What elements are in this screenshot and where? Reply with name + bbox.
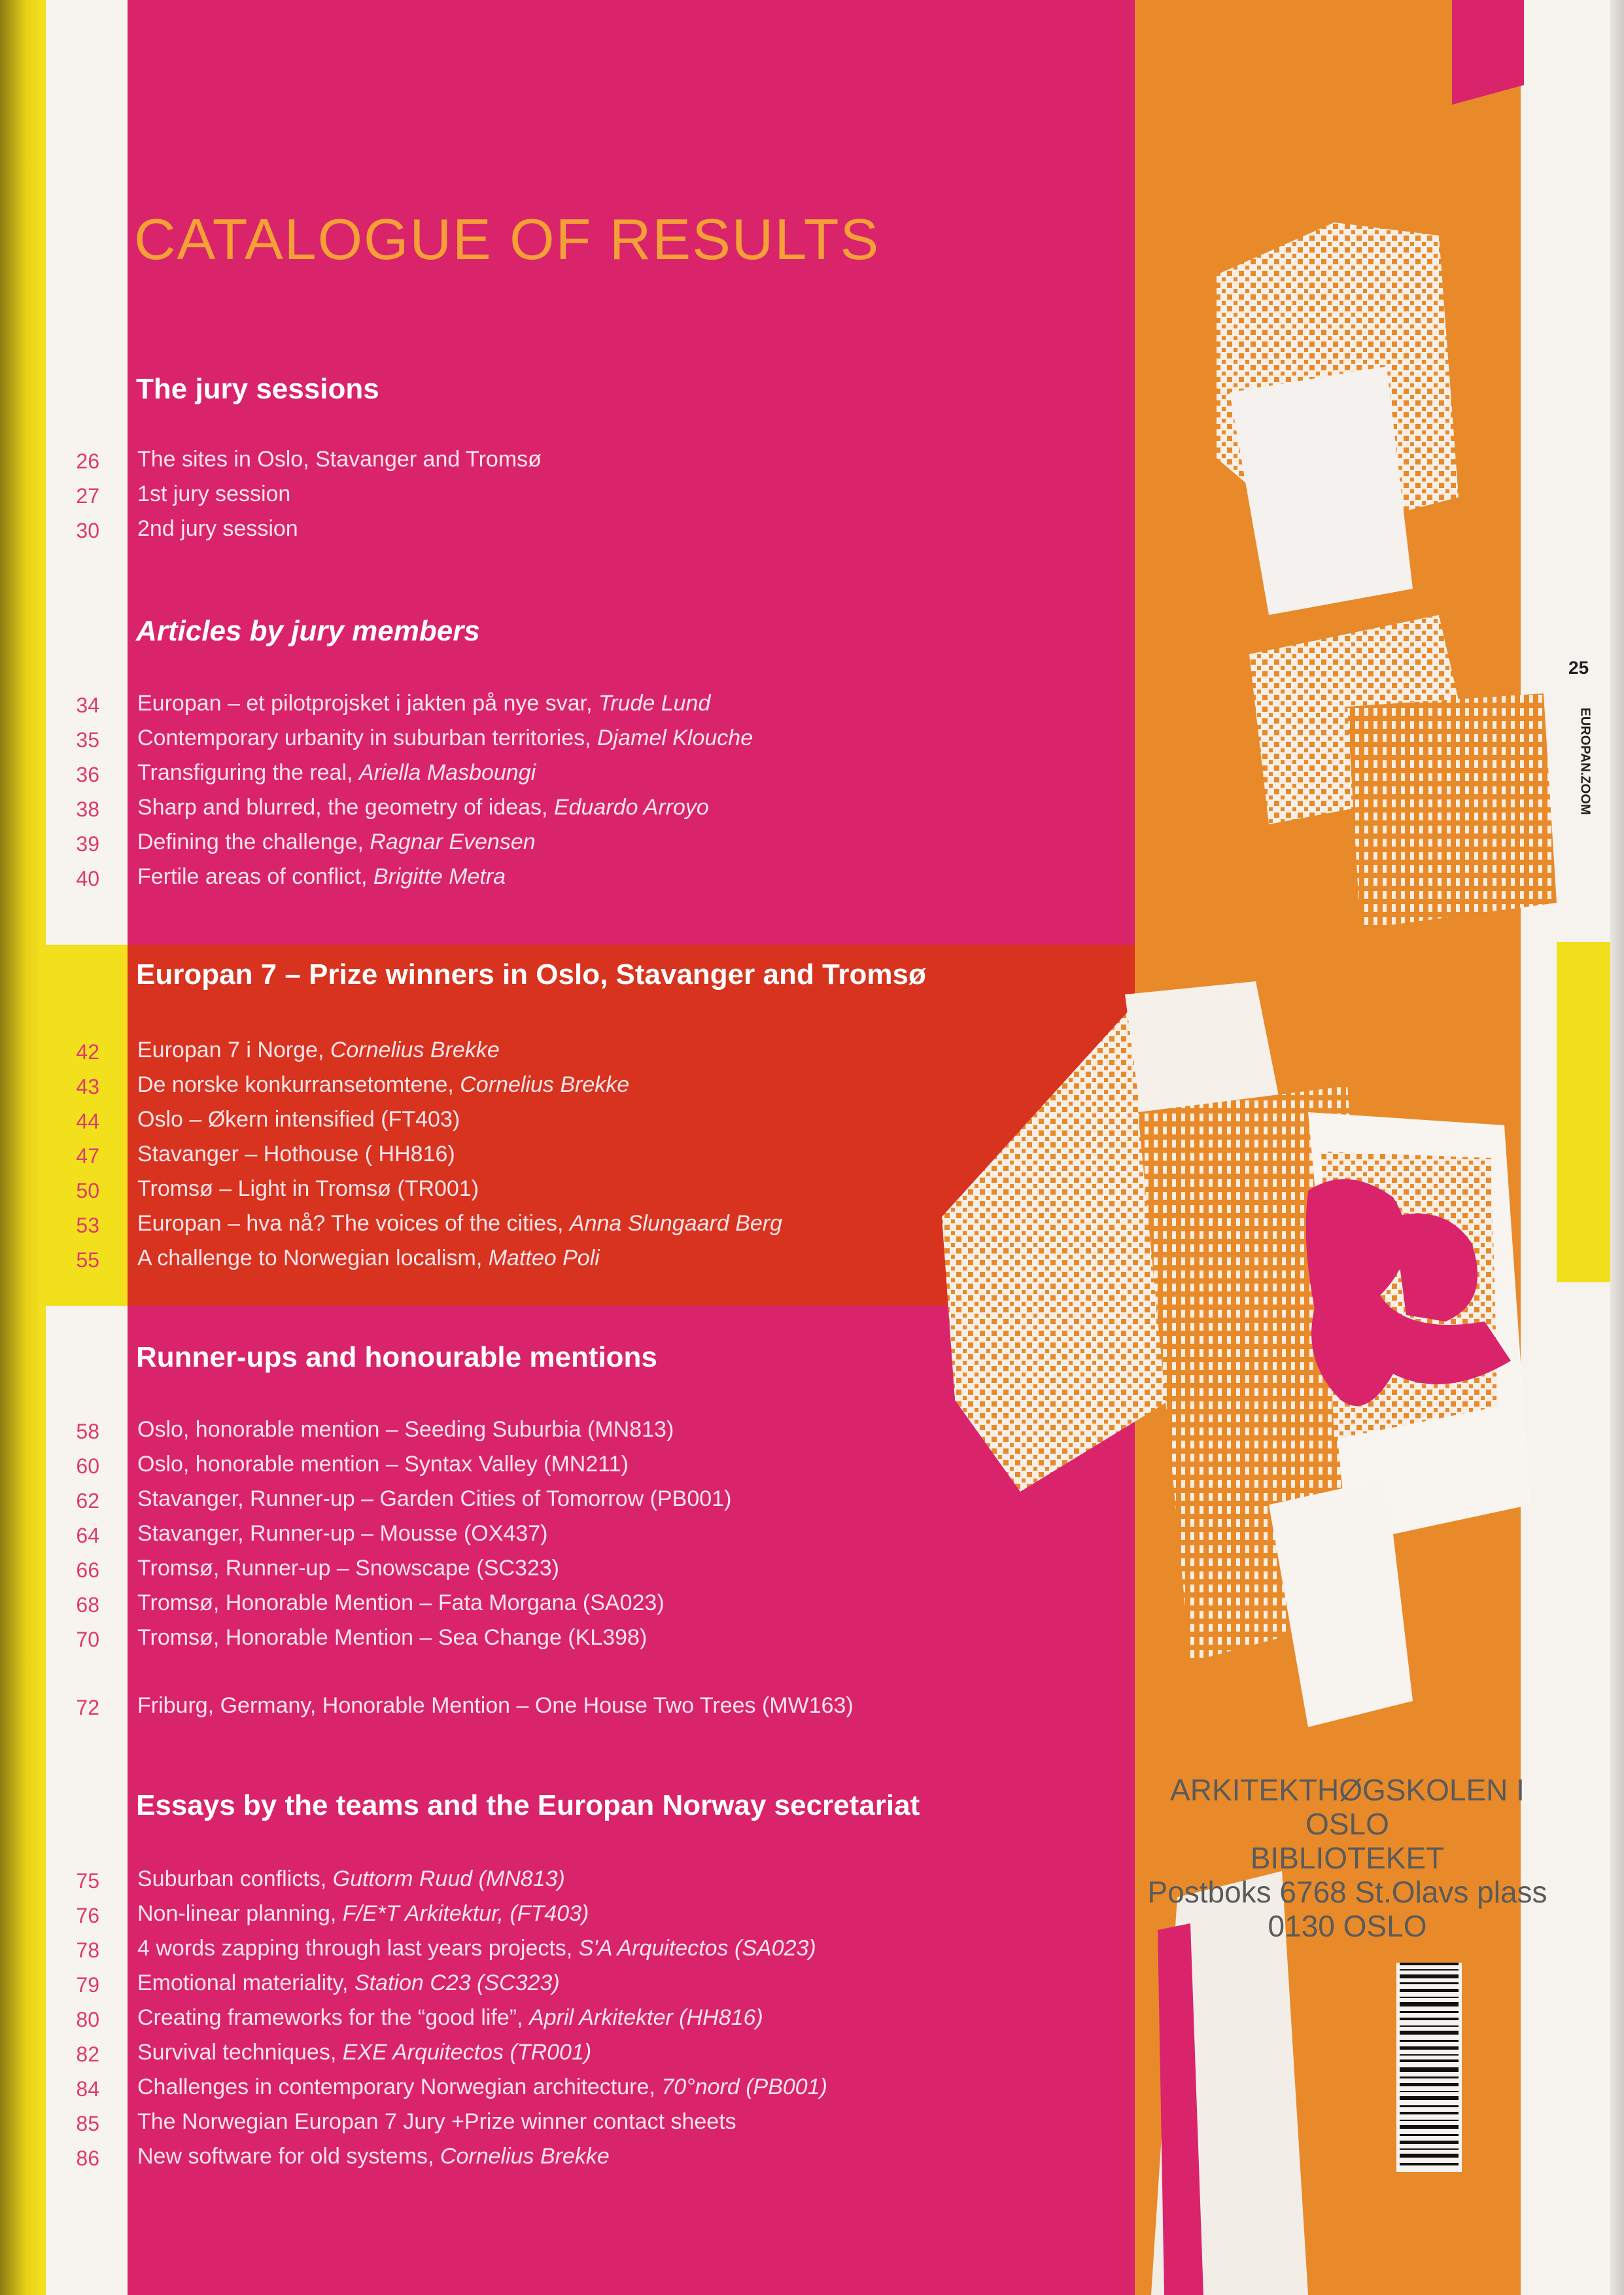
page-number: 76: [76, 1904, 99, 1927]
page-number: 78: [76, 1938, 99, 1962]
list-item: Tromsø, Honorable Mention – Fata Morgana (SA023): [137, 1590, 665, 1615]
list-item: The sites in Oslo, Stavanger and Tromsø: [137, 447, 542, 472]
list-item: New software for old systems, Cornelius Brekke: [137, 2144, 610, 2169]
list-item: De norske konkurransetomtene, Cornelius Brekke: [137, 1072, 630, 1097]
page-number: 62: [76, 1489, 99, 1513]
page-number: 36: [76, 763, 99, 786]
page-number: 64: [76, 1524, 99, 1547]
section-heading: Runner-ups and honourable mentions: [136, 1341, 657, 1373]
list-item: A challenge to Norwegian localism, Matteo Poli: [137, 1246, 600, 1270]
list-item: Europan 7 i Norge, Cornelius Brekke: [137, 1038, 500, 1062]
list-item: Creating frameworks for the “good life”, April Arkitekter (HH816): [137, 2005, 763, 2030]
page-number: 72: [76, 1696, 99, 1719]
binding-spine: [0, 0, 39, 2295]
page-number: 38: [76, 797, 99, 821]
page-number: 75: [76, 1869, 99, 1893]
page-number: 26: [76, 449, 99, 473]
page-number: 86: [76, 2146, 99, 2170]
page-number: 80: [76, 2008, 99, 2031]
list-item: Oslo, honorable mention – Syntax Valley (MN211): [137, 1452, 629, 1477]
list-item: 4 words zapping through last years projects, S'A Arquitectos (SA023): [137, 1936, 816, 1961]
list-item: Tromsø – Light in Tromsø (TR001): [137, 1176, 479, 1201]
list-item: Survival techniques, EXE Arquitectos (TR001): [137, 2040, 592, 2065]
page-number: 58: [76, 1420, 99, 1443]
list-item: Friburg, Germany, Honorable Mention – One House Two Trees (MW163): [137, 1693, 854, 1718]
page-number: 47: [76, 1144, 99, 1168]
list-item: Non-linear planning, F/E*T Arkitektur, (FT403): [137, 1901, 589, 1926]
magazine-logo: [1575, 693, 1595, 837]
list-item: Defining the challenge, Ragnar Evensen: [137, 830, 536, 854]
page-number: 43: [76, 1075, 99, 1098]
list-item: Contemporary urbanity in suburban territories, Djamel Klouche: [137, 726, 753, 750]
page-number: 34: [76, 693, 99, 717]
page-number: 60: [76, 1454, 99, 1478]
list-item: Oslo – Økern intensified (FT403): [137, 1107, 460, 1132]
page-number: 68: [76, 1593, 99, 1617]
list-item: Transfiguring the real, Ariella Masboungi: [137, 760, 536, 785]
magazine-name: EUROPAN.ZOOM: [1578, 707, 1593, 815]
list-item: 1st jury session: [137, 482, 291, 506]
page-number: 27: [76, 484, 99, 508]
page-number: 82: [76, 2042, 99, 2066]
page-number: 53: [76, 1214, 99, 1237]
page-number-label: 25: [1568, 657, 1589, 678]
page-number: 44: [76, 1110, 99, 1133]
page-number: 40: [76, 867, 99, 890]
list-item: Sharp and blurred, the geometry of ideas, Eduardo Arroyo: [137, 795, 709, 820]
section-heading: The jury sessions: [136, 373, 379, 405]
stamp-line: Postboks 6768 St.Olavs plass: [1147, 1875, 1547, 1909]
page-number: 42: [76, 1040, 99, 1064]
list-item: Europan – hva nå? The voices of the cities, Anna Slungaard Berg: [137, 1211, 783, 1236]
list-item: Stavanger, Runner-up – Mousse (OX437): [137, 1521, 548, 1546]
page-number: 79: [76, 1973, 99, 1997]
paper-edge: [1610, 0, 1624, 2295]
page-number: 55: [76, 1248, 99, 1272]
stamp-line: ARKITEKTHØGSKOLEN I OSLO: [1170, 1773, 1525, 1841]
list-item: Challenges in contemporary Norwegian architecture, 70°nord (PB001): [137, 2075, 827, 2099]
page-number: 30: [76, 519, 99, 542]
page-number: 84: [76, 2077, 99, 2101]
page-title: CATALOGUE OF RESULTS: [134, 207, 880, 272]
section-heading: Essays by the teams and the Europan Norway secretariat: [136, 1789, 920, 1821]
section-heading: Articles by jury members: [136, 615, 480, 647]
library-stamp: [1132, 1773, 1563, 1943]
stamp-line: 0130 OSLO: [1268, 1909, 1427, 1943]
list-item: The Norwegian Europan 7 Jury +Prize winner contact sheets: [137, 2109, 736, 2134]
page-number: 66: [76, 1558, 99, 1582]
page-number: 39: [76, 832, 99, 856]
list-item: Emotional materiality, Station C23 (SC323): [137, 1971, 560, 1995]
isbn-barcode: [1377, 1963, 1475, 2172]
barcode-icon: [1396, 1963, 1462, 2172]
list-item: Europan – et pilotprojsket i jakten på nye svar, Trude Lund: [137, 691, 711, 716]
page-number: 50: [76, 1179, 99, 1202]
section-heading: Europan 7 – Prize winners in Oslo, Stavanger and Tromsø: [136, 958, 926, 990]
list-item: Oslo, honorable mention – Seeding Suburbia (MN813): [137, 1417, 674, 1442]
list-item: Stavanger – Hothouse ( HH816): [137, 1142, 455, 1166]
list-item: 2nd jury session: [137, 516, 298, 541]
page-number: 35: [76, 728, 99, 752]
architecture-collage-image: [850, 0, 1589, 2295]
list-item: Tromsø, Runner-up – Snowscape (SC323): [137, 1556, 560, 1581]
list-item: Tromsø, Honorable Mention – Sea Change (KL398): [137, 1625, 648, 1650]
list-item: Fertile areas of conflict, Brigitte Metra: [137, 864, 506, 889]
stamp-line: BIBLIOTEKET: [1250, 1841, 1445, 1875]
page-number: 85: [76, 2112, 99, 2135]
list-item: Suburban conflicts, Guttorm Ruud (MN813): [137, 1866, 565, 1891]
list-item: Stavanger, Runner-up – Garden Cities of Tomorrow (PB001): [137, 1486, 732, 1511]
page-number: 70: [76, 1628, 99, 1651]
